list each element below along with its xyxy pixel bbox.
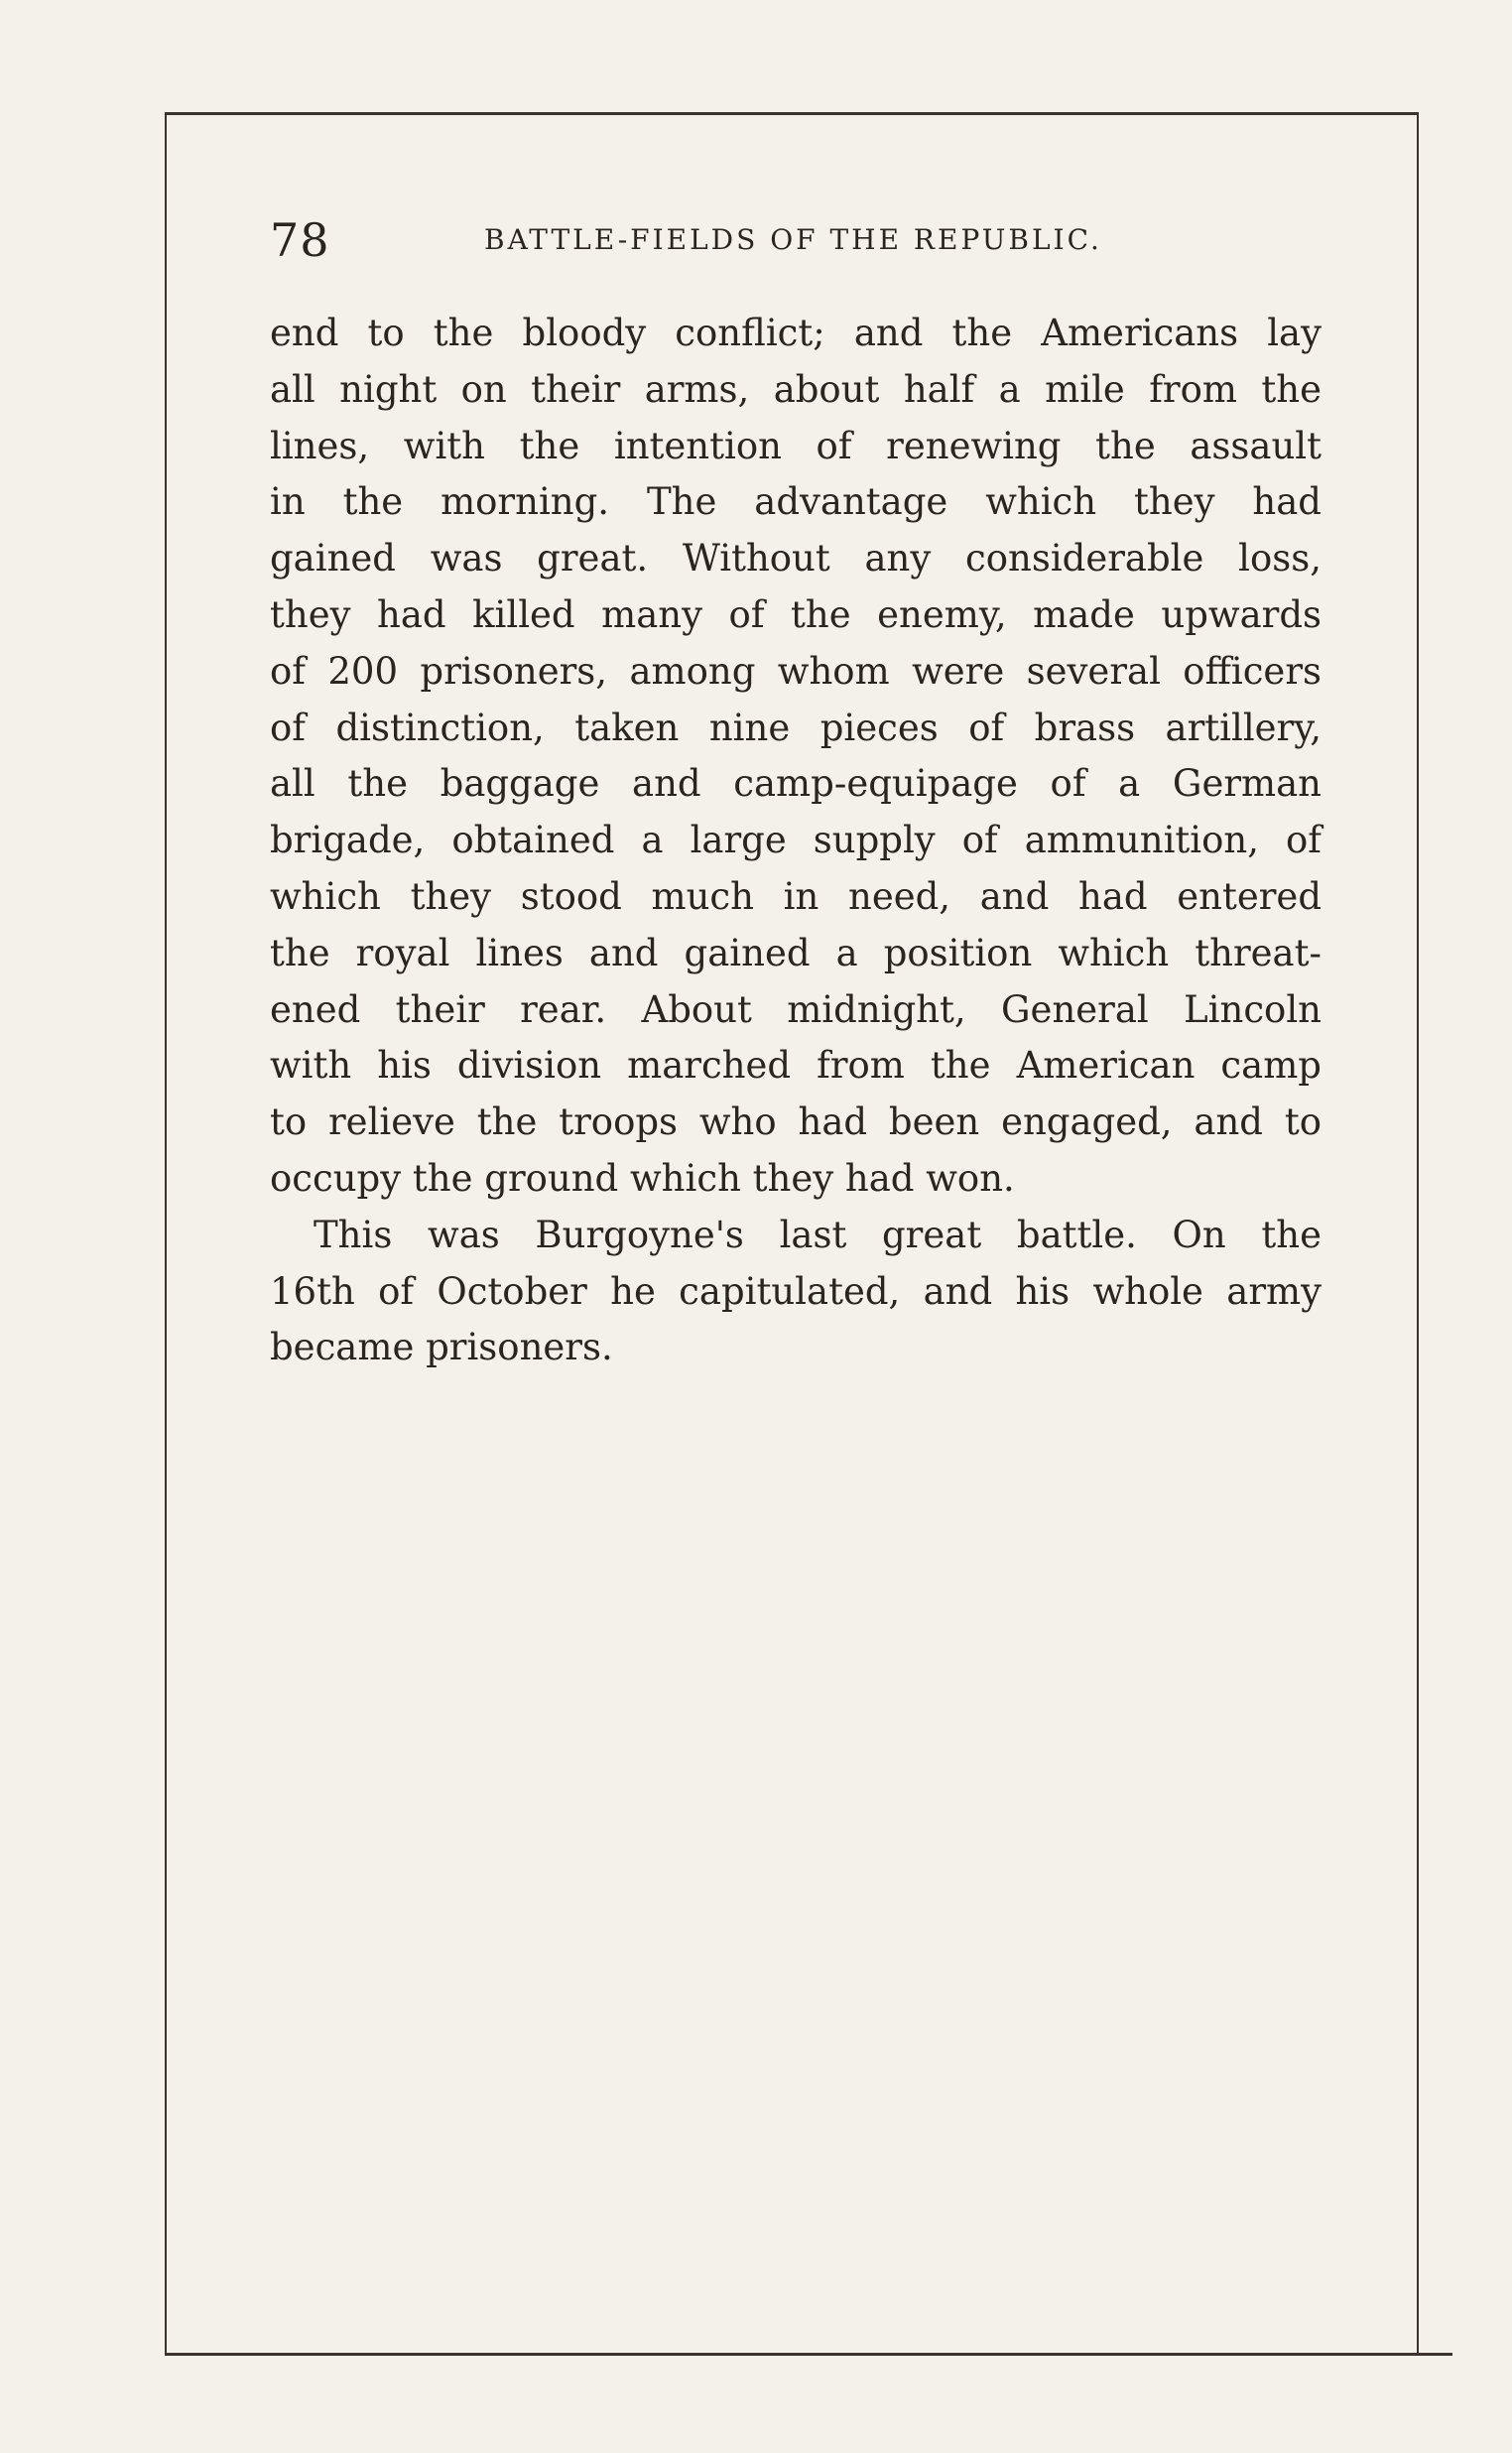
text-line: lines, with the intention of renewing the assault [270, 424, 1322, 467]
text-line: 16th of October he capitulated, and his whole army [270, 1269, 1322, 1313]
text-line: the royal lines and gained a position which threat- [270, 931, 1322, 974]
text-line: to relieve the troops who had been engaged, and to [270, 1100, 1322, 1144]
text-line: of distinction, taken nine pieces of brass artillery, [270, 706, 1322, 749]
paragraph [270, 306, 1322, 1208]
text-line: they had killed many of the enemy, made upwards [270, 592, 1322, 636]
text-line: gained was great. Without any considerable loss, [270, 537, 1322, 581]
text-line: which they stood much in need, and had entered [270, 874, 1322, 918]
running-title: BATTLE-FIELDS OF THE REPUBLIC. [484, 223, 1102, 256]
paragraph [270, 1208, 1322, 1376]
text-line: in the morning. The advantage which they had [270, 480, 1322, 524]
text-line: end to the bloody conflict; and the Americans lay [270, 312, 1322, 354]
body-text [270, 306, 1322, 1376]
text-line: occupy the ground which they had won. [270, 1156, 1015, 1200]
text-line: of 200 prisoners, among whom were several officers [270, 649, 1322, 693]
text-line: with his division marched from the American camp [270, 1044, 1322, 1088]
running-header [270, 212, 1320, 268]
text-line: brigade, obtained a large supply of ammunition, of [270, 819, 1322, 862]
text-line: all the baggage and camp-equipage of a German [270, 762, 1322, 806]
text-line: became prisoners. [270, 1326, 613, 1369]
text-line: ened their rear. About midnight, General Lincoln [270, 987, 1322, 1031]
text-line: all night on their arms, about half a mile from the [270, 367, 1322, 411]
text-line: This was Burgoyne's last great battle. On the [314, 1213, 1322, 1256]
page-number: 78 [270, 213, 330, 267]
